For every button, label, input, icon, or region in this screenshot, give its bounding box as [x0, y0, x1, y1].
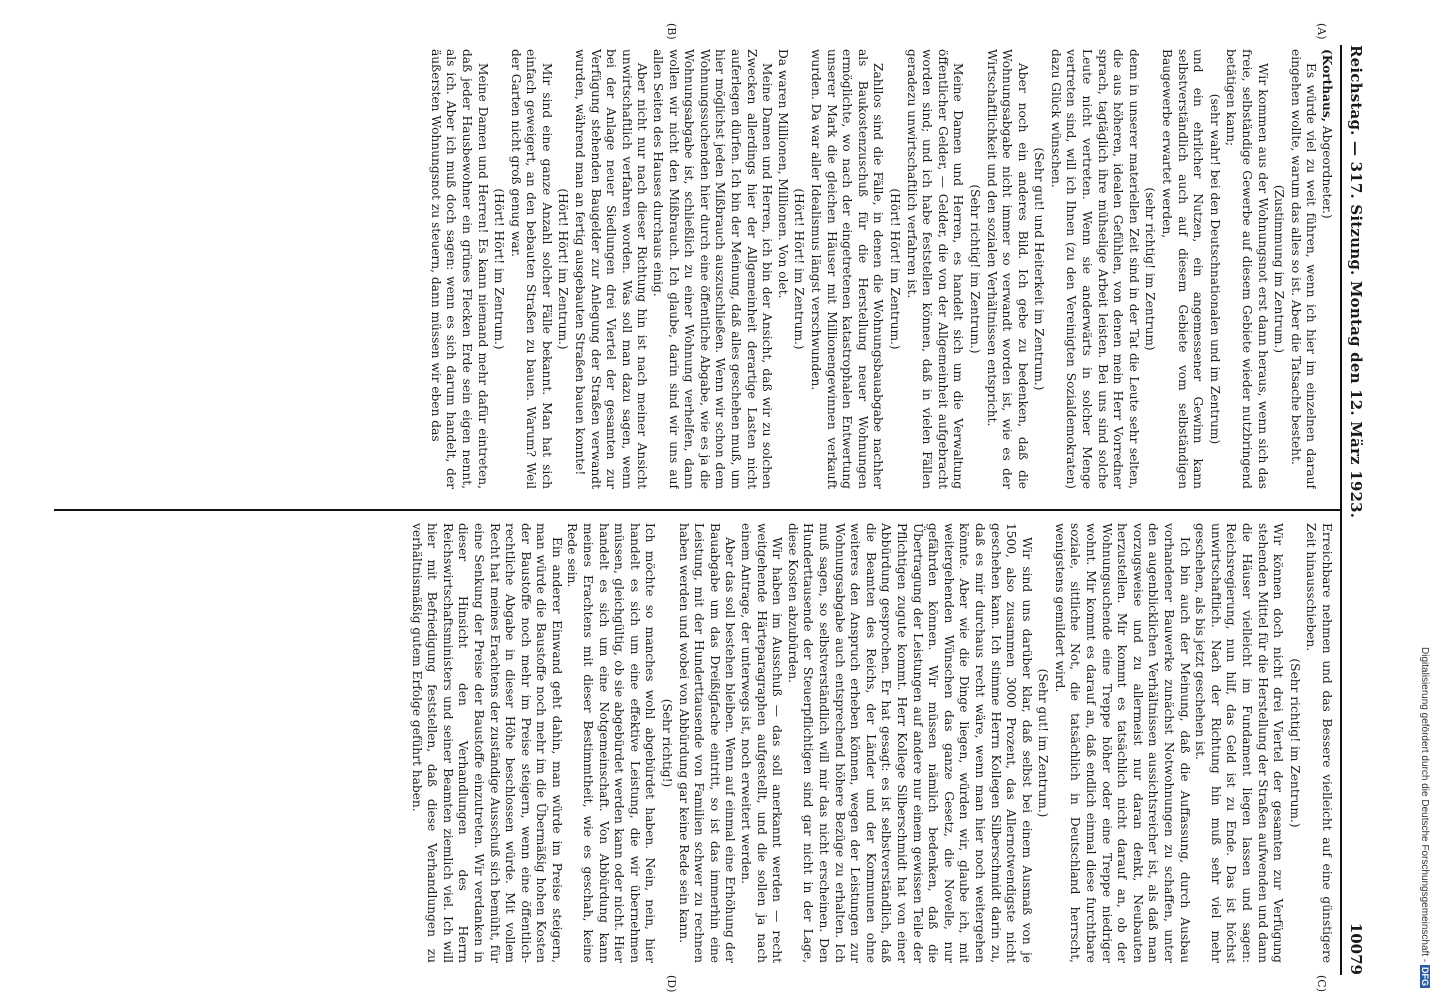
interjection: (Sehr richtig! im Zentrum.) — [967, 184, 982, 354]
interjection: (Hört! Hört! im Zentrum.) — [492, 188, 507, 350]
margin-marker-a: (A) — [1315, 23, 1328, 40]
paragraph: Zahllos sind die Fälle, in denen die Wohnungsbauabgabe nachher als Baukostenzuschuß für die Herstellung neuer Wohnungen ermöglichte, wo nach der eingetretenen katastrophalen Entwertung unserer Mark die gleichen Häuser mit Millionengewinnen verkauft wurden. Da war aller Idealismus längst verschwunden. — [809, 49, 886, 489]
paragraph: Aber das soll bestehen bleiben. Wenn auf einmal eine Erhöhung der Bauabgabe um das Dreißigfache eintritt, so ist das immerhin eine Leistung, mit der Hunderttausende von Familien schwer zu rechnen haben werden und wobei von Abbürdung gar keine Rede sein kann. — [676, 523, 738, 963]
speaker-name: (Korthaus, — [1320, 49, 1334, 122]
interjection: (sehr wahr! bei den Deutschnationalen und im Zentrum) — [1207, 93, 1222, 445]
paragraph: Ich bin auch der Meinung, daß die Auffassung, durch Ausbau vorhandener Bauwerke zunächst Notwohnungen zu schaffen, unter den augenblicklichen Verhältnissen aussichtsreicher ist, als daß man vorzugsweise und zu allermeist nur daran denkt, Neubauten herzustellen. Mir kommt es tatsächlich nicht darauf an, ob der Wohnungsuchende eine Treppe höher oder eine Treppe niedriger wohnt. Mir kommt es darauf an, daß endlich einmal diese furchtbare soziale, sittliche Not, die tatsächlich in Deutschland herrscht, wenigstens gemildert wird. — [1052, 523, 1192, 963]
paragraph: Meine Damen und Herren, es handelt sich um die Verwaltung öffentlicher Gelder, — Gelder, die von der Allgemeinheit aufgebracht worden sind; und ich habe feststellen können, daß in vielen Fällen geradezu unwirtschaftlich verfahren ist. — [904, 49, 966, 489]
interjection: (Sehr gut! und Heiterkeit im Zentrum.) — [1032, 147, 1047, 391]
interjection: (Sehr richtig!) — [660, 698, 675, 788]
speaker-line — [1318, 49, 1334, 489]
interjection: (Sehr richtig! im Zentrum.) — [1287, 658, 1302, 828]
interjection: (Zustimmung im Zentrum.) — [1272, 184, 1287, 354]
page-header — [1340, 45, 1368, 975]
paragraph: Mir sind eine ganze Anzahl solcher Fälle bekannt. Man hat sich einfach geweigert, an den bebauten Straßen zu bauen. Warum? Weil der Garten nicht groß genug war. — [508, 49, 554, 489]
paragraph: Wir sind uns darüber klar, daß selbst bei einem Ausmaß von je 1500, also zusammen 3000 Prozent, das Allernotwendigste nicht geschehen kann. Ich stimme Herrn Kollegen Silberschmidt darin zu, daß es mir durchaus recht wäre, wenn man hier noch weitergehen könnte. Aber wie die Dinge liegen, würden wir, glaube ich, mit weitergehenden Wünschen das ganze Gesetz, die Novelle, nur gefährden können. Wir müssen nämlich bedenken, daß die Übertragung der Leistungen auf andere nur einem gewissen Teile der Pflichtigen zugute kommt. Herr Kollege Silberschmidt hat von einer Abbürdung gesprochen. Er hat gesagt: es ist selbstverständlich, daß die Beamten des Reichs, der Länder und der Kommunen ohne weiteres den Anspruch erheben können, wegen der Leistungen zur Wohnungsabgabe auch entsprechend höhere Bezüge zu erhalten. Ich muß sagen, so selbstverständlich will mir das nicht erscheinen. Den Hunderttausende der Steuerpflichtigen sind gar nicht in der Lage, diese Kosten abzubürden. — [785, 523, 1034, 963]
right-text-column — [62, 523, 1334, 963]
speaker-role: Abgeordneter.) — [1320, 125, 1334, 219]
interjection: (Hört! Hört! im Zentrum.) — [556, 188, 571, 350]
digitization-credit — [1416, 8, 1432, 988]
paragraph: Aber nicht nur nach dieser Richtung hin ist nach meiner Ansicht unwirtschaftlich verfahren worden. Was soll man dazu sagen, wenn bei der Anlage neuer Siedlungen drei Viertel der gesamten zur Verfügung stehenden Baugelder zur Anlegung der Straßen verwandt wurden, während man an fertig ausgebauten Straßen bauen konnte! — [573, 49, 650, 489]
header-title: Reichstag. — 317. Sitzung. Montag den 12. März 1923. — [1347, 45, 1365, 519]
credit-text: Digitalisierung gefördert durch die Deutsche Forschungsgemeinschaft - — [1419, 647, 1430, 963]
paragraph: Aber noch ein anderes Bild. Ich gebe zu bedenken, daß die Wohnungsabgabe nicht immer so verwandt worden ist, wie es der Wirtschaftlichkeit und den sozialen Verhältnissen entspricht. — [984, 49, 1030, 489]
interjection: (Hört! Hört! im Zentrum.) — [887, 188, 902, 350]
interjection: (Hört! Hört! im Zentrum.) — [792, 188, 807, 350]
margin-marker-b: (B) — [665, 23, 678, 40]
paragraph: Meine Damen und Herren! Es kann niemand mehr dafür eintreten, daß jeder Hausbewohner ein grünes Flecken Erde sein eigen nennt, als ich. Aber ich muß doch sagen: wenn es sich darum handelt, der äußersten Wohnungsnot zu steuern, dann müssen wir eben das — [428, 49, 490, 489]
paragraph: Erreichbare nehmen und das Bessere vielleicht auf eine günstigere Zeit hinausschieben. — [1304, 523, 1334, 963]
paragraph: und ein ehrlicher Nutzen, ein angemessener Gewinn kann selbstverständlich auch auf diesem Gebiete vom selbständigen Baugewerbe erwartet werden, — [1160, 49, 1206, 489]
paragraph: Meine Damen und Herren, ich bin der Ansicht, daß wir zu solchen Zwecken allerdings hier der Allgemeinheit derartige Lasten nicht auferlegen dürfen. Ich bin der Meinung, daß alles geschehen muß, um hier möglichst jeden Mißbrauch auszuschließen. Wenn wir schon dem Wohnungssuchenden hier durch eine öffentliche Abgabe, wie es ja die Wohnungsabgabe ist, schließlich zu einer Wohnung verhelfen, dann wollen wir nicht den Mißbrauch. Ich glaube, darin sind wir uns auf allen Seiten des Hauses durchaus einig. — [651, 49, 775, 489]
margin-marker-d: (D) — [665, 975, 678, 993]
column-divider — [54, 509, 1342, 511]
margin-marker-c: (C) — [1315, 975, 1328, 992]
paragraph: denn in unserer materiellen Zeit sind in der Tat die Leute sehr selten, die aus höheren, idealen Gefühlen, von denen mein Herr Vorredner sprach, tagtäglich ihre mühselige Arbeit leisten. Bei uns sind solche Leute nicht vertreten. Wenn sie anderwärts in solcher Menge vertreten sind, will ich Ihnen (zu den Vereinigten Sozialdemokraten) dazu Glück wünschen. — [1048, 49, 1141, 489]
paragraph: Da waren Millionen, Millionen. Von olet. — [775, 49, 790, 299]
interjection: (sehr richtig! im Zentrum) — [1143, 187, 1158, 351]
interjection: (Sehr gut! im Zentrum.) — [1036, 668, 1051, 818]
page-number: 10079 — [1347, 922, 1365, 975]
paragraph: Es würde viel zu weit führen, wenn ich hier im einzelnen darauf eingehen wollte, warum das alles so ist. Aber die Tatsache besteht. — [1288, 49, 1319, 489]
paragraph: Wir können doch nicht drei Viertel der gesamten zur Verfügung stehenden Mittel für die Herstellung der Straßen aufwenden und dann die Häuser vielleicht im Fundament liegen lassen und sagen: Reichsregierung, nun hilf, das Geld ist zu Ende. Das ist höchst unwirtschaftlich. Nach der Richtung hin muß sehr viel mehr geschehen, als bis jetzt geschehen ist. — [1193, 523, 1286, 963]
paragraph: Wir haben im Ausschuß — das soll anerkannt werden — recht weitgehende Härteparagraphen aufgestellt, und die sollen ja nach einem Antrage, der unterwegs ist, noch erweitert werden. — [739, 523, 785, 963]
dfg-logo: DFG — [1420, 967, 1430, 986]
paragraph: Ich möchte so manches wohl abgebürdet haben. Nein, nein, hier handelt es sich um eine effektive Leistung, die wir übernehmen müssen, gleichgültig, ob sie abgebürdet werden kann oder nicht. Hier handelt es sich um eine Notgemeinschaft. Von Abbürdung kann meines Erachtens mit dieser Bestimmtheit, wie es geschah, keine Rede sein. — [565, 523, 658, 963]
paragraph: Ein anderer Einwand geht dahin, man würde im Preise steigern, man würde die Baustoffe noch mehr im die Übermäßig hohen Kosten der Baustoffe noch mehr im Preise steigern, wenn eine öffentlich-rechtliche Abgabe in dieser Höhe beschlossen würde. Mit vollem Recht hat meines Erachtens der zuständige Ausschuß sich bemüht, für eine Senkung der Preise der Baustoffe einzutreten. Wir verdanken in dieser Hinsicht den Verhandlungen des Herrn Reichswirtschaftsministers und seiner Beamten ziemlich viel. Ich will hier mit Befriedigung feststellen, daß diese Verhandlungen zu verhältnismäßig gutem Erfolge geführt haben. — [409, 523, 564, 963]
paragraph: Wir kommen aus der Wohnungsnot erst dann heraus, wenn sich das freie, selbständige Gewerbe auf diesem Gebiete wieder nutzbringend betätigen kann; — [1224, 49, 1270, 489]
left-text-column — [62, 49, 1334, 489]
rotated-newspaper-page — [48, 23, 1368, 993]
